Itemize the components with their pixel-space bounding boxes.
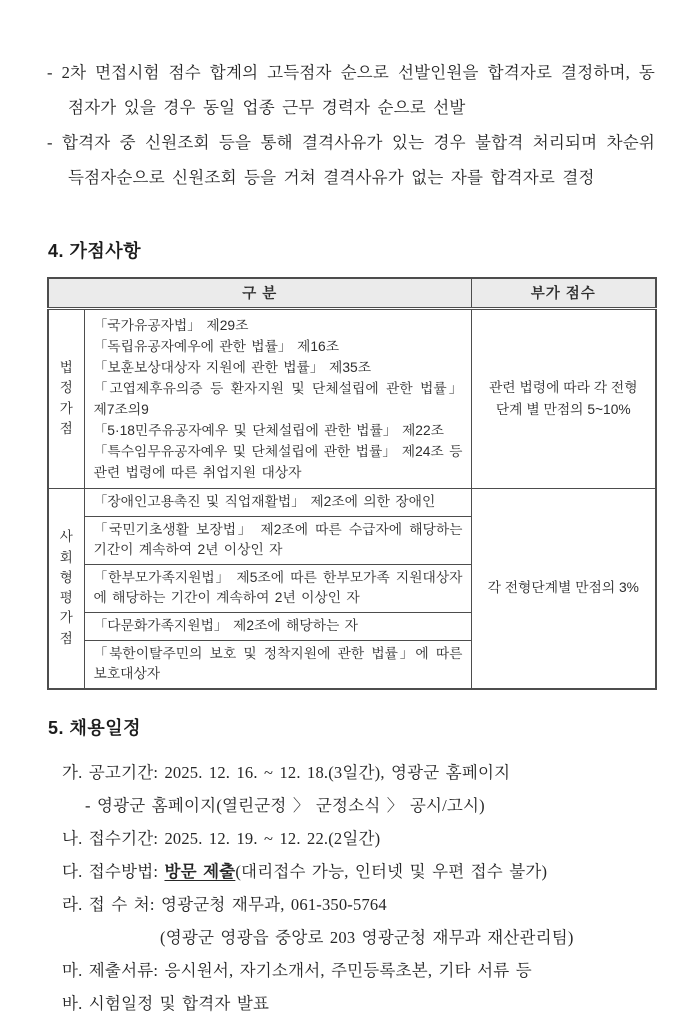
table-header-row [48,278,656,308]
legal-bonus-row [48,308,656,488]
table-header-category: 구 분 [48,278,471,308]
social-law-item: 「다문화가족지원법」 제2조에 해당하는 자 [84,612,471,640]
legal-bonus-laws-cell [84,308,471,488]
application-method-suffix: (대리접수 가능, 인터넷 및 우편 접수 불가) [235,861,548,881]
social-bonus-score-cell: 각 전형단계별 만점의 3% [471,488,656,689]
schedule-item-notice-period: 가. 공고기간: 2025. 12. 16. ~ 12. 18.(3일간), 영광군 홈페이지 [62,762,511,782]
social-law-item: 「한부모가족지원법」 제5조에 따른 한부모가족 지원대상자에 해당하는 기간이 계속하여 2년 이상인 자 [84,564,471,612]
section5-heading: 5. 채용일정 [48,717,142,738]
legal-bonus-group-label: 법정가점 [59,360,73,436]
legal-bonus-score-cell: 관련 법령에 따라 각 전형 단계 별 만점의 5~10% [471,308,656,488]
social-law-item: 「북한이탈주민의 보호 및 정착지원에 관한 법률」에 따른 보호대상자 [84,640,471,689]
schedule-item-application-method [62,861,655,883]
schedule-item-exam-announcement: 바. 시험일정 및 합격자 발표 [62,993,270,1013]
intro-bullet-2: - 합격자 중 신원조회 등을 통해 결격사유가 있는 경우 불합격 처리되며 차순위 득점자순으로 신원조회 등을 거쳐 결격사유가 없는 자를 합격자로 결정 [47,133,655,187]
legal-law-item: 「국가유공자법」 제29조 [93,317,249,333]
legal-law-item: 「고엽제후유의증 등 환자지원 및 단체설립에 관한 법률」 제7조의9 [93,380,463,417]
schedule-item-notice-period-detail: - 영광군 홈페이지(열린군정 〉 군정소식 〉 공시/고시) [85,795,485,815]
application-method-prefix: 다. 접수방법: [62,861,165,881]
social-bonus-row [48,488,656,516]
application-method-emphasis: 방문 제출 [164,861,236,881]
schedule-item-documents: 마. 제출서류: 응시원서, 자기소개서, 주민등록초본, 기타 서류 등 [62,960,532,980]
schedule-item-application-place-address: (영광군 영광읍 중앙로 203 영광군청 재무과 재산관리팀) [160,927,574,947]
social-bonus-group-label-cell [48,488,84,689]
legal-law-item: 「5·18민주유공자예우 및 단체설립에 관한 법률」 제22조 [93,422,444,438]
social-law-item: 「국민기초생활 보장법」 제2조에 따른 수급자에 해당하는 기간이 계속하여 2년 이상인 자 [84,516,471,564]
schedule-item-application-period: 나. 접수기간: 2025. 12. 19. ~ 12. 22.(2일간) [62,828,381,848]
intro-section [47,55,655,195]
social-law-item: 「장애인고용촉진 및 직업재활법」 제2조에 의한 장애인 [84,488,471,516]
schedule-item-application-place: 라. 접 수 처: 영광군청 재무과, 061-350-5764 [62,894,387,914]
bonus-points-table [47,277,657,690]
table-header-score: 부가 점수 [471,278,656,308]
social-bonus-group-label: 사회형평가점 [59,529,73,646]
section4-heading: 4. 가점사항 [48,241,142,261]
legal-law-item: 「독립유공자예우에 관한 법률」 제16조 [93,338,340,354]
intro-bullet-1: - 2차 면접시험 점수 합계의 고득점자 순으로 선발인원을 합격자로 결정하며, 동점자가 있을 경우 동일 업종 근무 경력자 순으로 선발 [47,63,655,117]
legal-bonus-group-label-cell [48,308,84,488]
legal-law-item: 「특수임무유공자예우 및 단체설립에 관한 법률」 제24조 등 관련 법령에 따른 취업지원 대상자 [93,443,463,480]
legal-law-item: 「보훈보상대상자 지원에 관한 법률」 제35조 [93,359,372,375]
schedule-section [47,762,655,1015]
